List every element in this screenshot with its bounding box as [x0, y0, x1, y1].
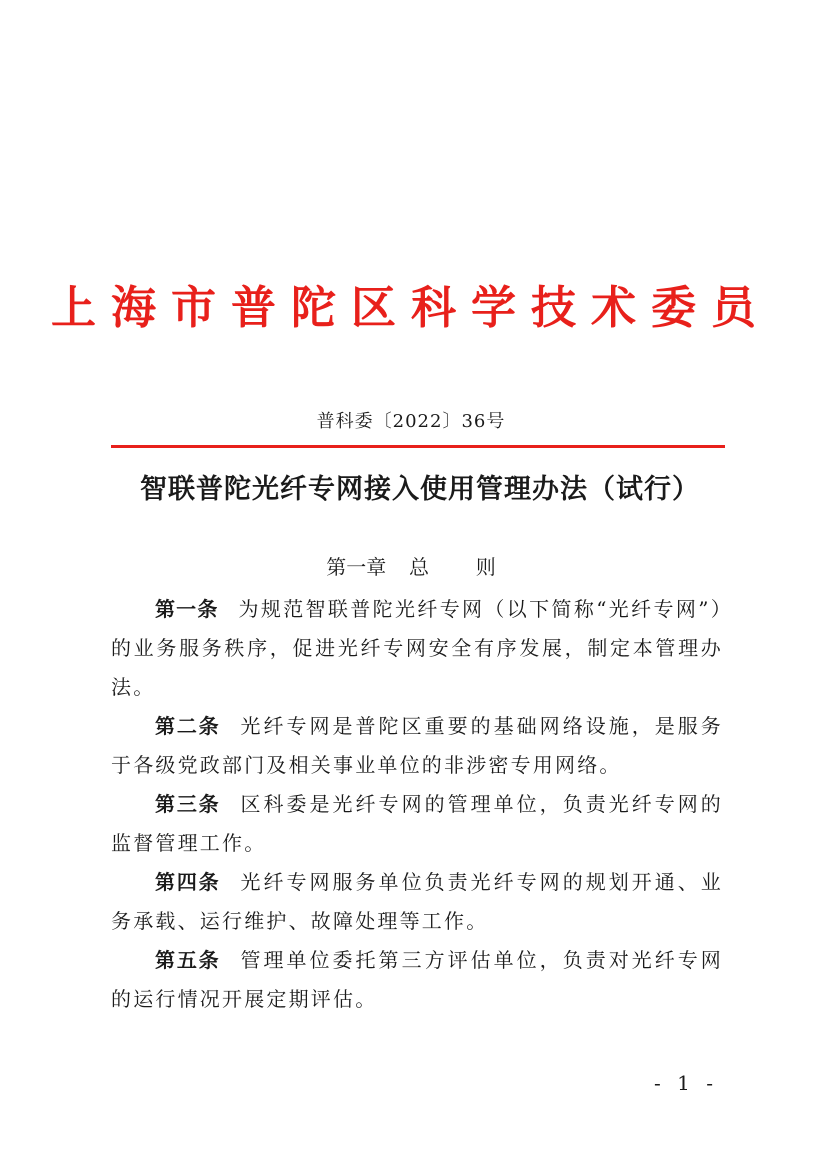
page-number: - 1 - — [654, 1071, 718, 1095]
article-4-text: 光纤专网服务单位负责光纤专网的规划开通、业务承载、运行维护、故障处理等工作。 — [111, 870, 723, 933]
article-4 — [111, 863, 723, 941]
chapter-name-part-2: 则 — [475, 555, 496, 579]
article-3-text: 区科委是光纤专网的管理单位，负责光纤专网的监督管理工作。 — [111, 792, 723, 855]
document-title: 智联普陀光纤专网接入使用管理办法（试行） — [140, 474, 700, 505]
document-body — [111, 590, 723, 1019]
chapter-name-part-1: 总 — [409, 555, 429, 579]
article-2 — [111, 707, 723, 785]
red-divider-line — [111, 445, 725, 448]
article-2-text: 光纤专网是普陀区重要的基础网络设施，是服务于各级党政部门及相关事业单位的非涉密专用网络。 — [111, 714, 723, 777]
masthead-title: 上海市普陀区科学技术委员 — [50, 281, 771, 334]
article-5-text: 管理单位委托第三方评估单位，负责对光纤专网的运行情况开展定期评估。 — [111, 948, 723, 1011]
chapter-number: 第一章 — [326, 555, 387, 579]
document-number: 普科委〔2022〕36号 — [316, 411, 506, 432]
article-3-label: 第三条 — [155, 792, 221, 816]
article-5-label: 第五条 — [155, 948, 221, 972]
article-2-label: 第二条 — [155, 714, 221, 738]
article-5 — [111, 941, 723, 1019]
article-1-label: 第一条 — [155, 597, 219, 621]
article-1-text: 为规范智联普陀光纤专网（以下简称“光纤专网”）的业务服务秩序，促进光纤专网安全有序发展，制定本管理办法。 — [111, 597, 723, 699]
chapter-heading — [0, 551, 822, 583]
article-4-label: 第四条 — [155, 870, 221, 894]
article-3 — [111, 785, 723, 863]
article-1 — [111, 590, 723, 707]
